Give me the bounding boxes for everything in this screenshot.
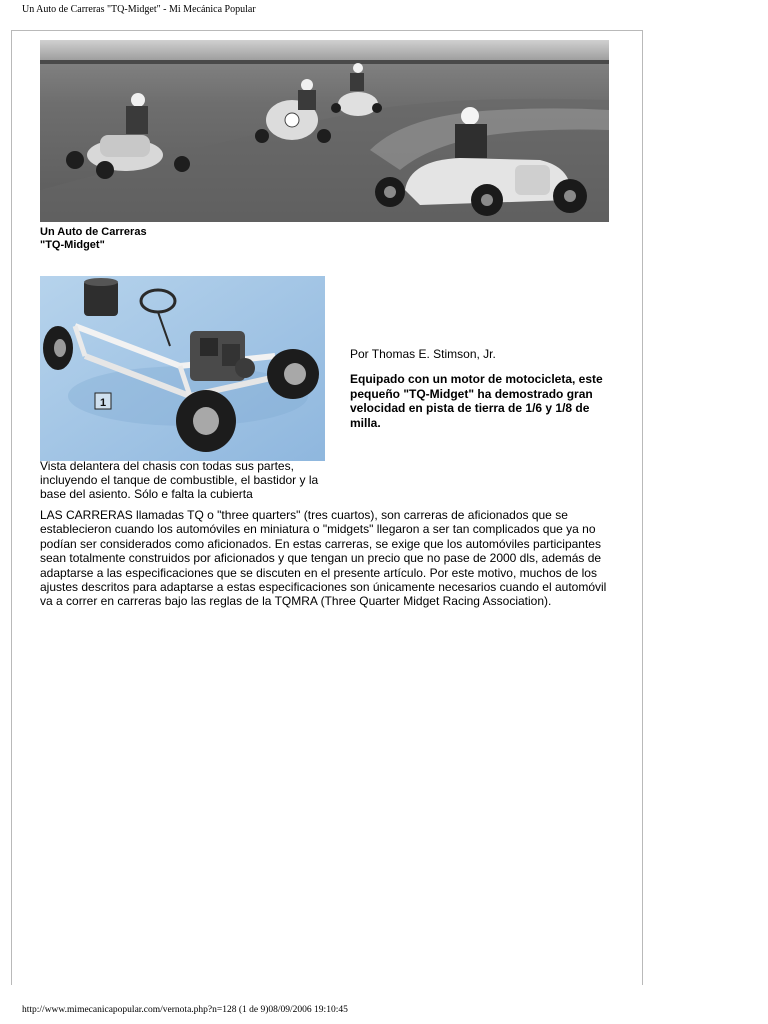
article-byline: Por Thomas E. Stimson, Jr. xyxy=(350,347,496,361)
chassis-caption: Vista delantera del chasis con todas sus partes, incluyendo el tanque de combustible, el bastidor y la base del asiento. Sólo e falta la cubierta xyxy=(40,459,319,501)
hero-caption-line1: Un Auto de Carreras xyxy=(40,226,147,238)
chassis-photo xyxy=(40,276,325,461)
article-body: LAS CARRERAS llamadas TQ o "three quarters" (tres cuartos), son carreras de aficionados que se establecieron cuando los automóviles en miniatura o "midgets" llegaron a ser tan complicados que ya no podían ser considerados como aficionados. En estas carreras, se exige que los automóviles participantes sean totalmente construidos por aficionados y que tengan un precio que no pase de 2000 dls, además de adaptarse a las especificaciones que se discuten en el presente artículo. Por este motivo, muchos de los ajustes descritos para adaptarse a estas especificaciones son únicamente necesarios cuando el automóvil va a correr en carreras bajo las reglas de la TQMRA (Three Quarter Midget Racing Association). xyxy=(40,508,607,609)
chassis-wheel-front-left xyxy=(43,326,73,370)
hero-caption-line2: "TQ-Midget" xyxy=(40,239,105,251)
chassis-wheel-rear-right xyxy=(267,349,319,399)
print-footer-url: http://www.mimecanicapopular.com/vernota.php?n=128 (1 de 9)08/09/2006 19:10:45 xyxy=(22,1005,348,1015)
chassis-number-label: 1 xyxy=(99,397,107,409)
hero-race-photo xyxy=(40,40,609,222)
hero-caption xyxy=(40,226,240,252)
print-header-title: Un Auto de Carreras "TQ-Midget" - Mi Mecánica Popular xyxy=(22,4,256,15)
article-lead: Equipado con un motor de motocicleta, este pequeño "TQ-Midget" ha demostrado gran velocidad en pista de tierra de 1/6 y 1/8 de milla. xyxy=(350,372,603,430)
chassis-wheel-rear-left xyxy=(176,390,236,452)
